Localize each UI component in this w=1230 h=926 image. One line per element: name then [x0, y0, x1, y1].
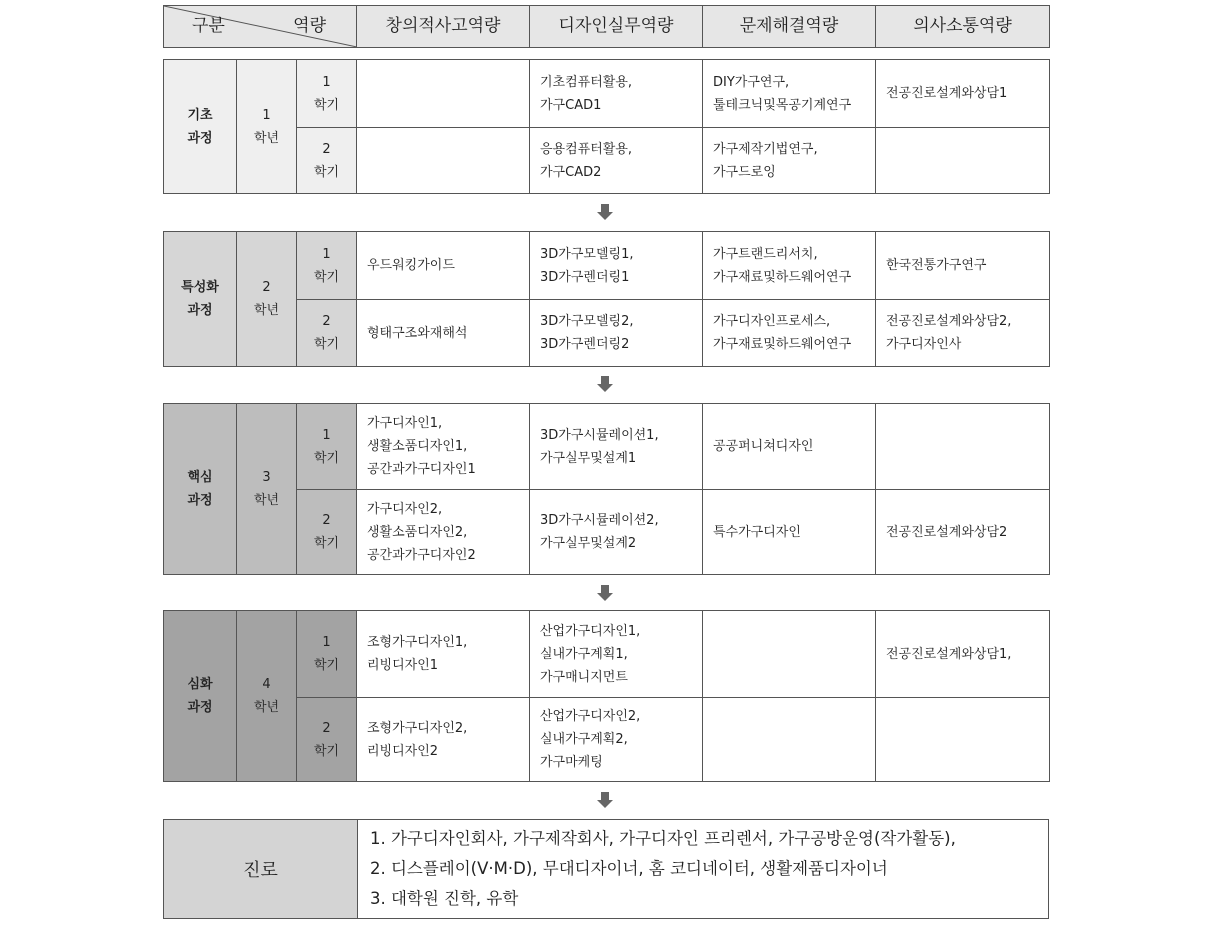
course-stage-text: 특성화	[181, 280, 219, 295]
semester-text: 학기	[313, 658, 340, 673]
semester-label	[297, 60, 357, 128]
course-stage-label	[164, 60, 237, 194]
course-name: DIY가구연구,	[713, 74, 790, 90]
table-row	[164, 404, 1050, 490]
table-row	[164, 300, 1050, 367]
year-text: 학년	[253, 303, 280, 318]
course-name: 한국전통가구연구	[886, 258, 987, 273]
course-name: 전공진로설계와상담2	[886, 524, 1008, 540]
semester-label	[297, 698, 357, 782]
header-col-problem: 문제해결역량	[703, 6, 876, 48]
course-cell-problem	[703, 611, 876, 698]
career-table	[163, 819, 1049, 919]
course-name: 가구트랜드리서치,	[713, 246, 818, 262]
semester-label	[297, 490, 357, 575]
semester-text: 학기	[313, 269, 340, 285]
course-cell-creative	[357, 698, 530, 782]
course-cell-creative	[357, 611, 530, 698]
year-label	[237, 404, 297, 575]
course-name: 3D가구시뮬레이션2,	[540, 513, 659, 528]
course-stage-text: 과정	[187, 303, 213, 318]
semester-label	[297, 404, 357, 490]
course-name: 전공진로설계와상담2,	[886, 314, 1012, 329]
course-cell-design	[530, 611, 703, 698]
course-name: 산업가구디자인1,	[540, 623, 641, 639]
course-cell-creative	[357, 60, 530, 128]
course-cell-design	[530, 404, 703, 490]
course-name: 우드워킹가이드	[367, 258, 455, 273]
arrow-down-icon	[596, 791, 614, 809]
course-stage-text: 과정	[187, 493, 213, 508]
course-cell-problem	[703, 60, 876, 128]
semester-text: 학기	[313, 536, 340, 551]
course-cell-communication	[876, 300, 1050, 367]
course-stage-text: 과정	[187, 700, 213, 715]
year-text: 2	[262, 280, 271, 295]
course-cell-creative	[357, 300, 530, 367]
course-stage-text: 심화	[187, 677, 213, 692]
year-text: 학년	[253, 130, 280, 146]
course-name: 생활소품디자인1,	[367, 439, 468, 454]
corner-label-category: 구분	[192, 16, 225, 36]
course-cell-design	[530, 128, 703, 194]
course-name: 가구디자인2,	[367, 501, 443, 517]
year-label	[237, 611, 297, 782]
year-text: 학년	[253, 493, 280, 508]
course-cell-design	[530, 60, 703, 128]
semester-text: 학기	[313, 97, 340, 113]
header-corner	[164, 6, 357, 48]
course-name: 가구디자인1,	[367, 416, 443, 431]
course-cell-communication	[876, 698, 1050, 782]
course-name: 공공퍼니쳐디자인	[713, 439, 814, 454]
course-name: 가구마케팅	[540, 755, 603, 770]
course-name: 조형가구디자인2,	[367, 720, 468, 736]
course-name: 가구드로잉	[713, 164, 776, 180]
course-name: 실내가구계획1,	[540, 646, 628, 662]
table-row	[164, 128, 1050, 194]
course-name: 가구제작기법연구,	[713, 141, 818, 157]
course-cell-communication	[876, 490, 1050, 575]
year-label	[237, 232, 297, 367]
table-row	[164, 490, 1050, 575]
course-name: 가구매니지먼트	[540, 669, 628, 685]
course-name: 실내가구계획2,	[540, 732, 628, 747]
header-col-creative: 창의적사고역량	[357, 6, 530, 48]
course-name: 툴테크닉및목공기계연구	[713, 97, 852, 113]
course-cell-problem	[703, 698, 876, 782]
course-name: 생활소품디자인2,	[367, 524, 468, 540]
year-text: 1	[262, 107, 271, 123]
course-name: 리빙디자인1	[367, 658, 439, 673]
semester-text: 2	[322, 314, 331, 329]
career-item: 2. 디스플레이(V·M·D), 무대디자이너, 홈 코디네이터, 생활제품디자이너	[370, 859, 888, 878]
header-col-design: 디자인실무역량	[530, 6, 703, 48]
course-cell-problem	[703, 300, 876, 367]
course-cell-creative	[357, 404, 530, 490]
course-name: 전공진로설계와상담1	[886, 86, 1008, 101]
course-stage-text: 과정	[187, 130, 213, 146]
course-name: 가구CAD1	[540, 97, 602, 113]
course-cell-communication	[876, 232, 1050, 300]
semester-label	[297, 128, 357, 194]
course-name: 가구실무및설계2	[540, 536, 637, 551]
group-table-foundation	[163, 59, 1050, 194]
course-name: 가구CAD2	[540, 164, 602, 180]
course-cell-problem	[703, 128, 876, 194]
course-cell-design	[530, 232, 703, 300]
semester-text: 2	[322, 513, 331, 528]
course-name: 산업가구디자인2,	[540, 709, 641, 724]
course-cell-creative	[357, 128, 530, 194]
course-name: 형태구조와재해석	[367, 325, 468, 341]
career-item: 3. 대학원 진학, 유학	[370, 889, 519, 908]
course-name: 기초컴퓨터활용,	[540, 74, 633, 90]
semester-text: 1	[322, 635, 331, 650]
year-text: 4	[262, 677, 271, 692]
course-stage-label	[164, 611, 237, 782]
course-cell-design	[530, 698, 703, 782]
course-cell-creative	[357, 490, 530, 575]
course-name: 공간과가구디자인2	[367, 547, 476, 563]
career-list	[358, 820, 1049, 919]
semester-label	[297, 232, 357, 300]
course-name: 3D가구모델링2,	[540, 314, 634, 329]
table-row	[164, 232, 1050, 300]
course-cell-communication	[876, 128, 1050, 194]
table-row	[164, 698, 1050, 782]
corner-label-competency: 역량	[293, 16, 326, 36]
course-cell-problem	[703, 232, 876, 300]
arrow-down-icon	[596, 203, 614, 221]
course-name: 공간과가구디자인1	[367, 462, 476, 477]
header-table	[163, 5, 1050, 48]
table-row	[164, 60, 1050, 128]
course-name: 가구디자인프로세스,	[713, 314, 831, 329]
semester-text: 1	[322, 74, 331, 90]
course-stage-label	[164, 232, 237, 367]
semester-text: 1	[322, 427, 331, 443]
year-text: 학년	[253, 700, 280, 715]
year-label	[237, 60, 297, 194]
course-name: 응용컴퓨터활용,	[540, 141, 633, 157]
course-cell-design	[530, 490, 703, 575]
course-name: 가구재료및하드웨어연구	[713, 337, 852, 352]
course-name: 3D가구렌더링2	[540, 337, 630, 352]
course-name: 3D가구시뮬레이션1,	[540, 427, 659, 443]
table-row	[164, 611, 1050, 698]
semester-text: 2	[322, 141, 331, 157]
course-cell-communication	[876, 404, 1050, 490]
course-name: 전공진로설계와상담1,	[886, 646, 1012, 662]
course-cell-creative	[357, 232, 530, 300]
course-name: 특수가구디자인	[713, 524, 801, 540]
course-name: 리빙디자인2	[367, 743, 439, 759]
group-table-specialized	[163, 231, 1050, 367]
semester-text: 2	[322, 720, 331, 736]
course-cell-problem	[703, 404, 876, 490]
year-text: 3	[262, 470, 271, 485]
arrow-down-icon	[596, 584, 614, 602]
course-name: 가구재료및하드웨어연구	[713, 269, 852, 285]
group-table-advanced	[163, 610, 1050, 782]
course-cell-communication	[876, 611, 1050, 698]
semester-text: 학기	[313, 743, 340, 759]
course-name: 가구디자인사	[886, 337, 962, 352]
semester-text: 학기	[313, 450, 340, 466]
semester-label	[297, 300, 357, 367]
semester-text: 학기	[313, 337, 340, 352]
semester-text: 학기	[313, 164, 340, 180]
career-label: 진로	[164, 820, 358, 919]
course-stage-text: 핵심	[187, 470, 213, 485]
arrow-down-icon	[596, 375, 614, 393]
course-cell-communication	[876, 60, 1050, 128]
course-name: 3D가구모델링1,	[540, 246, 634, 262]
course-cell-problem	[703, 490, 876, 575]
course-cell-design	[530, 300, 703, 367]
semester-label	[297, 611, 357, 698]
course-stage-label	[164, 404, 237, 575]
group-table-core	[163, 403, 1050, 575]
semester-text: 1	[322, 246, 331, 262]
course-stage-text: 기초	[187, 107, 213, 123]
course-name: 3D가구렌더링1	[540, 269, 630, 285]
course-name: 가구실무및설계1	[540, 450, 637, 466]
career-item: 1. 가구디자인회사, 가구제작회사, 가구디자인 프리렌서, 가구공방운영(작가활동),	[370, 829, 956, 848]
course-name: 조형가구디자인1,	[367, 635, 468, 650]
header-col-communication: 의사소통역량	[876, 6, 1050, 48]
